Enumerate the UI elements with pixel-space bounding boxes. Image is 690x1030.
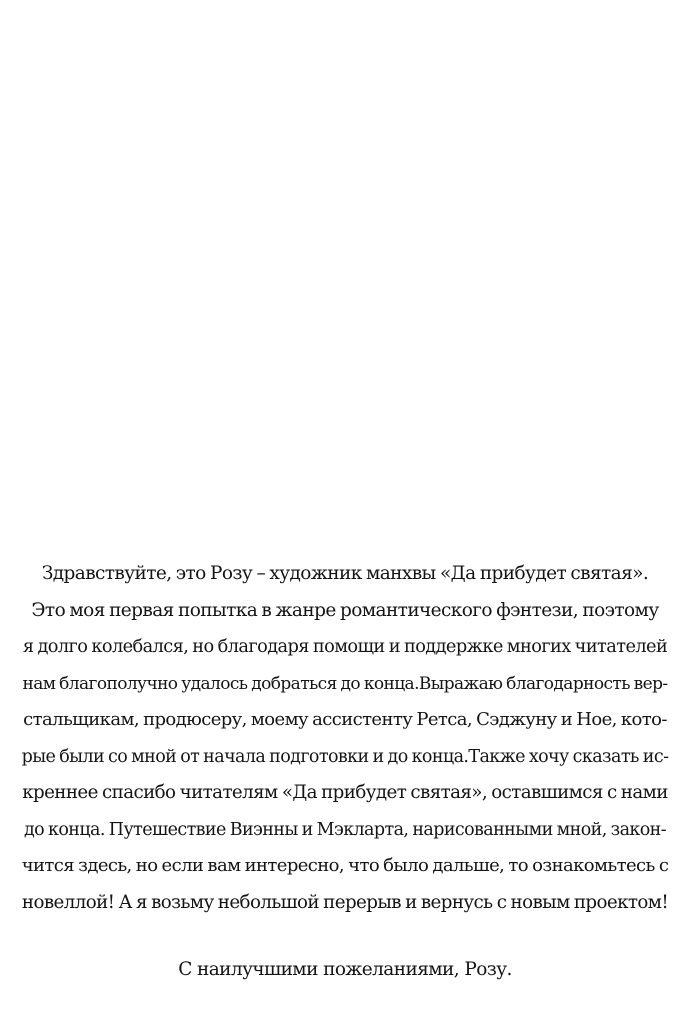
letter-line: чится здесь, но если вам интересно, что было дальше, то ознакомьтесь с — [21, 855, 669, 876]
letter-line: стальщикам, продюсеру, моему ассистенту Ретса, Сэджуну и Ное, кото- — [23, 709, 667, 730]
letter-line: креннее спасибо читателям «Да прибудет святая», оставшимся с нами — [22, 782, 668, 803]
letter-line: Это моя первая попытка в жанре романтического фэнтези, поэтому — [31, 599, 659, 621]
letter-line: новеллой! А я возьму небольшой перерыв и вернусь с новым проектом! — [21, 891, 669, 913]
letter-line: я долго колебался, но благодаря помощи и поддержке многих читателей — [22, 637, 668, 657]
letter-line: до конца. Путешествие Виэнны и Мэкларта, нарисованными мной, закон- — [23, 819, 667, 840]
letter-line: Здравствуйте, это Розу – художник манхвы «Да прибудет святая». — [41, 563, 649, 584]
author-letter — [20, 556, 670, 921]
letter-line: нам благополучно удалось добраться до конца.Выражаю благодарность вер- — [22, 673, 668, 694]
letter-line: рые были со мной от начала подготовки и до конца.Также хочу сказать ис- — [21, 746, 669, 767]
letter-signature: С наилучшими пожеланиями, Розу. — [178, 959, 512, 980]
